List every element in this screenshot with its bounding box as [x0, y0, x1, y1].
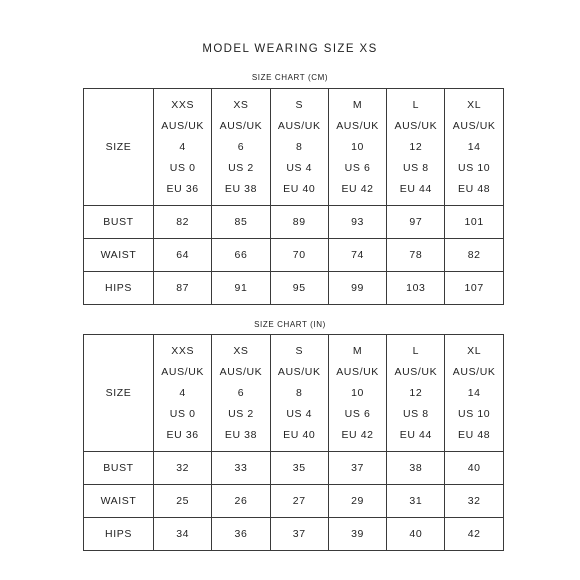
measurement-value: 42 [445, 518, 503, 551]
measurement-value: 27 [270, 485, 328, 518]
size-au: 6 [237, 386, 245, 399]
measurement-value: 25 [154, 485, 212, 518]
measurement-value: 37 [270, 518, 328, 551]
size-cell-s [270, 335, 328, 452]
size-eu: EU 36 [166, 182, 199, 195]
size-us: US 8 [402, 161, 429, 174]
size-us: US 0 [169, 161, 196, 174]
measurement-row-waist [84, 239, 504, 272]
measurement-value: 32 [154, 452, 212, 485]
measurement-value: 103 [387, 272, 445, 305]
measurement-value: 35 [270, 452, 328, 485]
size-eu: EU 38 [224, 182, 258, 195]
size-row [84, 89, 504, 206]
size-eu: EU 38 [224, 428, 258, 441]
size-letter: XXS [171, 98, 195, 111]
size-cell-m [328, 89, 386, 206]
measurement-value: 33 [212, 452, 270, 485]
size-us: US 8 [402, 407, 429, 420]
measurement-value: 78 [387, 239, 445, 272]
size-au-label: AUS/UK [452, 119, 496, 132]
size-au-label: AUS/UK [161, 119, 204, 132]
measurement-value: 85 [212, 206, 270, 239]
size-eu: EU 48 [458, 428, 491, 441]
size-letter: S [295, 344, 304, 357]
measurement-label: WAIST [84, 239, 154, 272]
measurement-value: 95 [270, 272, 328, 305]
size-au-label: AUS/UK [277, 119, 321, 132]
size-eu: EU 40 [283, 428, 316, 441]
size-au-label: AUS/UK [452, 365, 496, 378]
size-cell-l [387, 89, 445, 206]
size-au: 12 [409, 140, 423, 153]
measurement-value: 34 [154, 518, 212, 551]
size-au: 4 [179, 386, 186, 399]
measurement-value: 26 [212, 485, 270, 518]
measurement-row-hips [84, 518, 504, 551]
in-size-table [83, 334, 504, 551]
measurement-row-bust [84, 206, 504, 239]
size-au-label: AUS/UK [336, 365, 379, 378]
size-row-label: SIZE [84, 335, 154, 452]
measurement-value: 74 [328, 239, 386, 272]
measurement-row-waist [84, 485, 504, 518]
size-eu: EU 44 [399, 428, 432, 441]
size-us: US 2 [228, 407, 254, 420]
size-letter: XXS [171, 344, 195, 357]
size-au-label: AUS/UK [394, 365, 438, 378]
measurement-row-hips [84, 272, 504, 305]
size-au-label: AUS/UK [336, 119, 379, 132]
measurement-value: 87 [154, 272, 212, 305]
size-letter: S [295, 98, 304, 111]
size-au: 10 [351, 386, 364, 399]
measurement-value: 39 [328, 518, 386, 551]
size-us: US 6 [344, 407, 371, 420]
measurement-label: HIPS [84, 272, 154, 305]
in-table-body [84, 335, 504, 551]
measurement-value: 40 [445, 452, 503, 485]
size-us: US 2 [228, 161, 254, 174]
measurement-value: 64 [154, 239, 212, 272]
size-au: 4 [179, 140, 186, 153]
size-us: US 4 [286, 407, 313, 420]
size-letter: XS [233, 344, 249, 357]
cm-table-body [84, 89, 504, 305]
measurement-label: HIPS [84, 518, 154, 551]
size-eu: EU 36 [166, 428, 199, 441]
measurement-label: WAIST [84, 485, 154, 518]
size-cell-m [328, 335, 386, 452]
size-letter: XL [467, 344, 482, 357]
size-au: 6 [237, 140, 245, 153]
measurement-value: 38 [387, 452, 445, 485]
size-eu: EU 42 [341, 182, 374, 195]
size-au-label: AUS/UK [394, 119, 438, 132]
measurement-label: BUST [84, 206, 154, 239]
measurement-value: 91 [212, 272, 270, 305]
size-cell-xxs [154, 335, 212, 452]
size-eu: EU 40 [283, 182, 316, 195]
size-au: 8 [296, 140, 303, 153]
size-au-label: AUS/UK [219, 119, 263, 132]
measurement-value: 31 [387, 485, 445, 518]
size-us: US 4 [286, 161, 313, 174]
size-cell-l [387, 335, 445, 452]
size-letter: L [412, 344, 420, 357]
measurement-value: 36 [212, 518, 270, 551]
size-letter: XS [233, 98, 249, 111]
size-au-label: AUS/UK [277, 365, 321, 378]
measurement-value: 93 [328, 206, 386, 239]
in-chart-caption: SIZE CHART (IN) [254, 320, 326, 329]
measurement-value: 107 [445, 272, 503, 305]
size-eu: EU 44 [399, 182, 432, 195]
measurement-value: 89 [270, 206, 328, 239]
size-au-label: AUS/UK [219, 365, 263, 378]
measurement-value: 40 [387, 518, 445, 551]
size-us: US 10 [458, 407, 491, 420]
measurement-value: 66 [212, 239, 270, 272]
size-cell-xl [445, 335, 503, 452]
size-au-label: AUS/UK [161, 365, 204, 378]
size-letter: L [412, 98, 420, 111]
size-us: US 6 [344, 161, 371, 174]
measurement-row-bust [84, 452, 504, 485]
size-au: 14 [467, 386, 481, 399]
size-au: 8 [296, 386, 303, 399]
size-au: 12 [409, 386, 423, 399]
size-cell-xs [212, 335, 270, 452]
size-cell-s [270, 89, 328, 206]
size-us: US 10 [458, 161, 491, 174]
size-cell-xxs [154, 89, 212, 206]
size-eu: EU 48 [458, 182, 491, 195]
measurement-value: 101 [445, 206, 503, 239]
measurement-value: 99 [328, 272, 386, 305]
size-row-label: SIZE [84, 89, 154, 206]
size-cell-xl [445, 89, 503, 206]
measurement-value: 82 [154, 206, 212, 239]
size-letter: M [352, 98, 363, 111]
size-au: 10 [351, 140, 364, 153]
measurement-value: 32 [445, 485, 503, 518]
size-au: 14 [467, 140, 481, 153]
measurement-value: 37 [328, 452, 386, 485]
cm-size-table [83, 88, 504, 305]
measurement-value: 97 [387, 206, 445, 239]
size-us: US 0 [169, 407, 196, 420]
size-cell-xs [212, 89, 270, 206]
size-letter: M [352, 344, 363, 357]
cm-chart-caption: SIZE CHART (CM) [251, 73, 329, 82]
measurement-value: 29 [328, 485, 386, 518]
page-title: MODEL WEARING SIZE XS [202, 43, 378, 55]
measurement-value: 70 [270, 239, 328, 272]
size-eu: EU 42 [341, 428, 374, 441]
measurement-label: BUST [84, 452, 154, 485]
size-letter: XL [467, 98, 482, 111]
measurement-value: 82 [445, 239, 503, 272]
size-row [84, 335, 504, 452]
